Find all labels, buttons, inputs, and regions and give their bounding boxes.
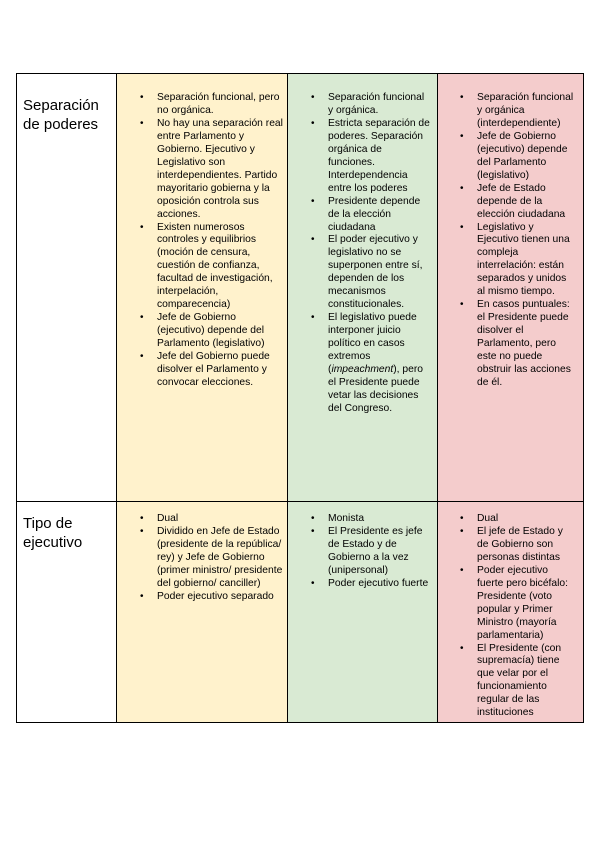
list-item: • Presidente depende de la elección ciudadana: [328, 196, 431, 235]
cell-ejecutivo-column-1: [117, 502, 288, 723]
list-item: • Poder ejecutivo fuerte: [328, 578, 431, 591]
row-header-tipo-de-ejecutivo: Tipo de ejecutivo: [17, 502, 117, 723]
cell-separacion-column-2: [288, 74, 438, 502]
table-row-separacion-de-poderes: [17, 74, 584, 502]
list-item: • El jefe de Estado y de Gobierno son personas distintas: [477, 526, 577, 565]
bullet-list: [288, 502, 437, 591]
row-header-separacion-de-poderes: Separación de poderes: [17, 74, 117, 502]
list-item: • El Presidente es jefe de Estado y de Gobierno a la vez (unipersonal): [328, 526, 431, 578]
list-item: • Legislativo y Ejecutivo tienen una compleja interrelación: están separados y unidos al mismo tiempo.: [477, 222, 577, 300]
list-item: • Dual: [477, 513, 577, 526]
list-item: • Jefe de Estado depende de la elección ciudadana: [477, 183, 577, 222]
list-item: • Separación funcional y orgánica (interdependiente): [477, 92, 577, 131]
list-item: • En casos puntuales: el Presidente puede disolver el Parlamento, pero este no puede obstruir las acciones de él.: [477, 299, 577, 390]
list-item-emphasis: impeachment: [331, 364, 394, 376]
list-item: • Jefe de Gobierno (ejecutivo) depende del Parlamento (legislativo): [157, 312, 283, 351]
bullet-list: [117, 74, 287, 390]
list-item-text: El legislativo puede interponer juicio político en casos extremos (: [328, 312, 417, 376]
list-item: [328, 312, 431, 416]
bullet-list: [438, 502, 583, 720]
list-item: • Separación funcional, pero no orgánica.: [157, 92, 283, 118]
list-item: • Estricta separación de poderes. Separación orgánica de funciones. Interdependencia entre los poderes: [328, 118, 431, 196]
list-item: • Dividido en Jefe de Estado (presidente de la república/ rey) y Jefe de Gobierno (primer ministro/ presidente del gobierno/ canciller): [157, 526, 283, 591]
list-item: • Jefe de Gobierno (ejecutivo) depende del Parlamento (legislativo): [477, 131, 577, 183]
list-item-text: ), pero el Presidente puede vetar las decisiones del Congreso.: [328, 364, 424, 414]
cell-ejecutivo-column-3: [438, 502, 584, 723]
list-item: • Poder ejecutivo separado: [157, 591, 283, 604]
table-row-tipo-de-ejecutivo: [17, 502, 584, 723]
list-item: • Poder ejecutivo fuerte pero bicéfalo: Presidente (voto popular y Primer Ministro (mayoría parlamentaria): [477, 565, 577, 643]
comparison-table: [16, 73, 584, 723]
list-item: • Separación funcional y orgánica.: [328, 92, 431, 118]
list-item: • Monista: [328, 513, 431, 526]
bullet-list: [288, 74, 437, 416]
cell-ejecutivo-column-2: [288, 502, 438, 723]
list-item: • No hay una separación real entre Parlamento y Gobierno. Ejecutivo y Legislativo son interdependientes. Partido mayoritario gobierna y la oposición controla sus acciones.: [157, 118, 283, 222]
cell-separacion-column-3: [438, 74, 584, 502]
cell-separacion-column-1: [117, 74, 288, 502]
bullet-list: [117, 502, 287, 604]
list-item: • El Presidente (con supremacía) tiene que velar por el funcionamiento regular de las instituciones: [477, 643, 577, 721]
bullet-list: [438, 74, 583, 390]
list-item: • El poder ejecutivo y legislativo no se superponen entre sí, dependen de los mecanismos constitucionales.: [328, 234, 431, 312]
list-item: • Jefe del Gobierno puede disolver el Parlamento y convocar elecciones.: [157, 351, 283, 390]
list-item: • Existen numerosos controles y equilibrios (moción de censura, cuestión de confianza, facultad de investigación, interpelación, comparecencia): [157, 222, 283, 313]
list-item: • Dual: [157, 513, 283, 526]
